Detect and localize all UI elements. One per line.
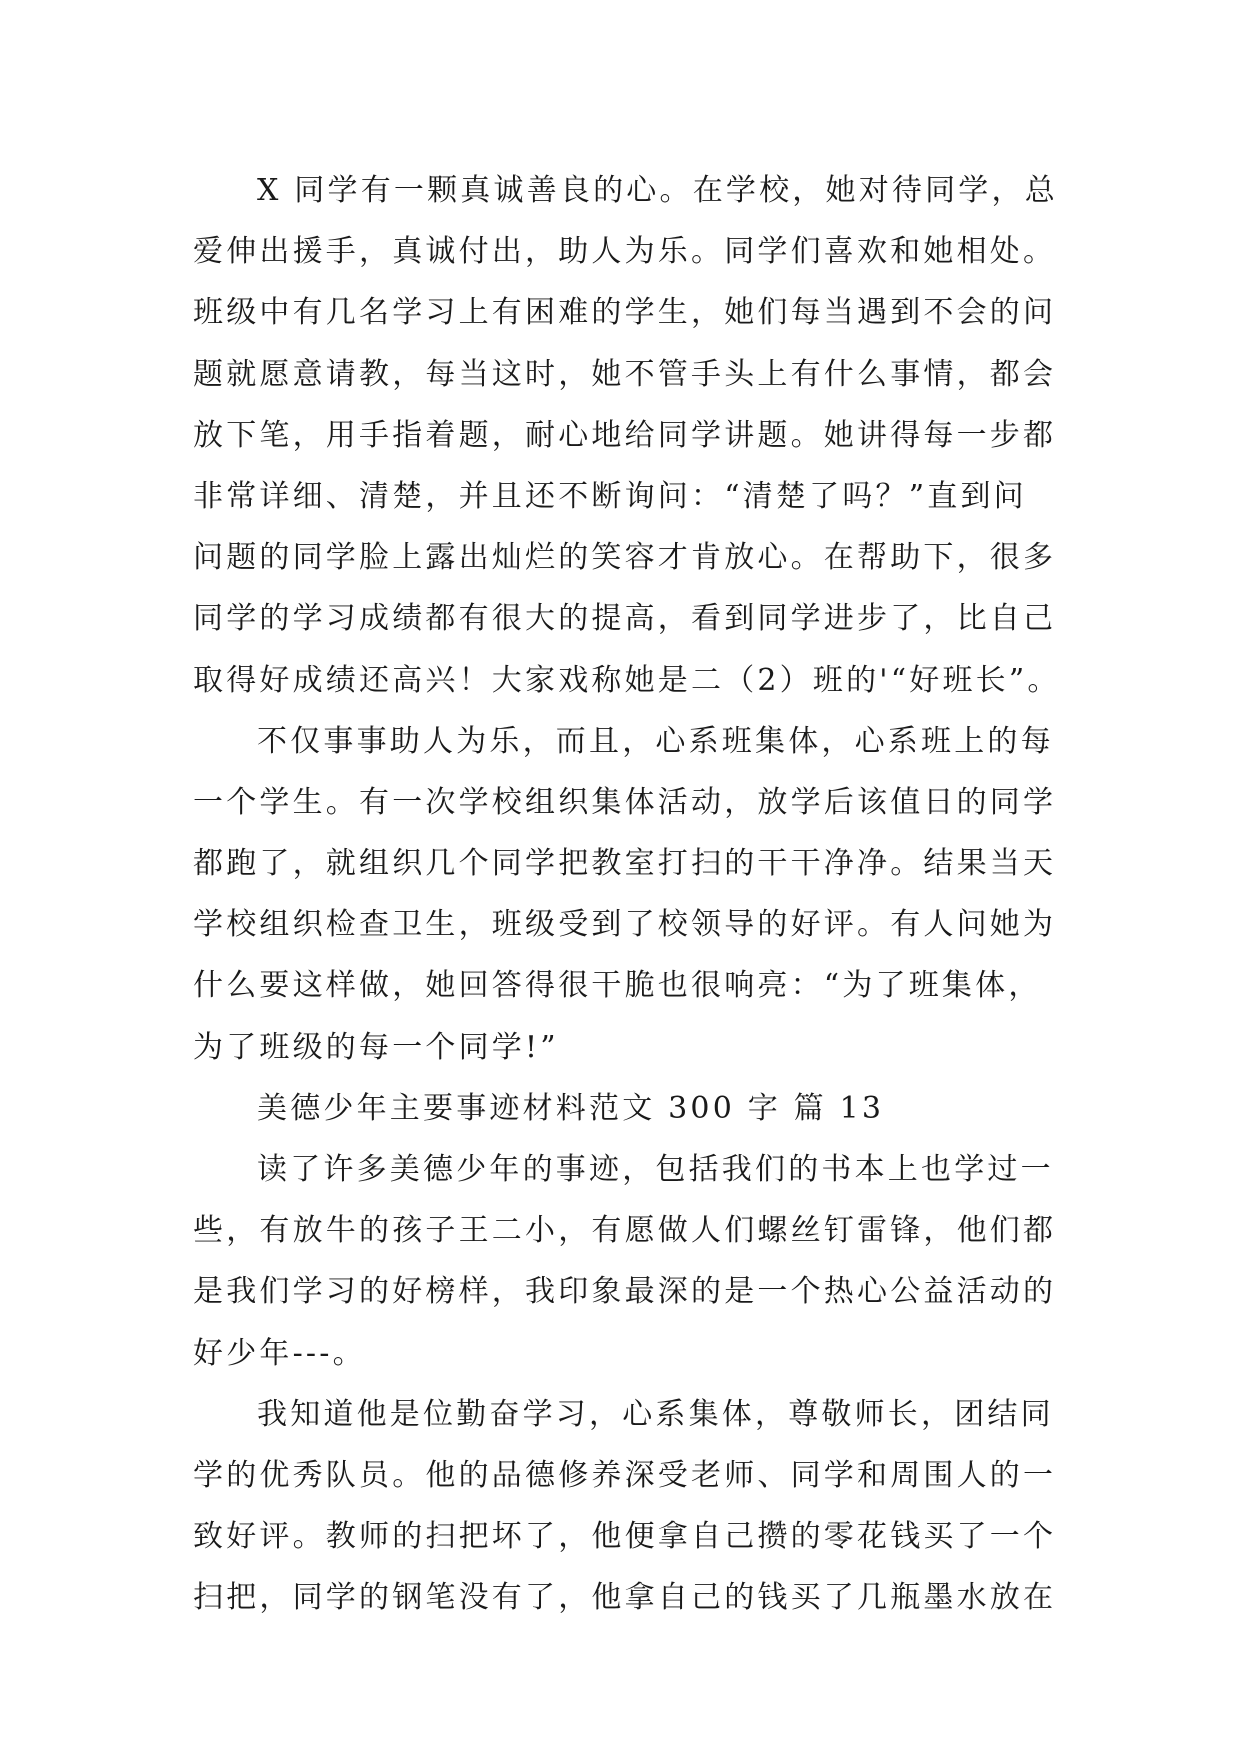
paragraph-line: 致好评。教师的扫把坏了，他便拿自己攒的零花钱买了一个 [193, 1519, 1057, 1555]
paragraph-line: 扫把，同学的钢笔没有了，他拿自己的钱买了几瓶墨水放在 [193, 1580, 1057, 1616]
paragraph-line: 班级中有几名学习上有困难的学生，她们每当遇到不会的问 [193, 295, 1057, 331]
paragraph-line: 不仅事事助人为乐，而且，心系班集体，心系班上的每 [257, 723, 1054, 759]
paragraph-line: 同学的学习成绩都有很大的提高，看到同学进步了，比自己 [193, 601, 1057, 637]
paragraph-line: 读了许多美德少年的事迹，包括我们的书本上也学过一 [257, 1152, 1054, 1187]
paragraph-line: 都跑了，就组织几个同学把教室打扫的干干净净。结果当天 [193, 846, 1057, 882]
paragraph-line: 问题的同学脸上露出灿烂的笑容才肯放心。在帮助下，很多 [193, 540, 1057, 576]
document-body [193, 160, 1093, 1629]
paragraph-line: 爱伸出援手，真诚付出，助人为乐。同学们喜欢和她相处。 [193, 234, 1057, 270]
paragraph-line: 学的优秀队员。他的品德修养深受老师、同学和周围人的一 [193, 1457, 1057, 1493]
paragraph-line: 取得好成绩还高兴！大家戏称她是二（2）班的'“好班长”。 [193, 662, 1061, 698]
paragraph-line: 学校组织检查卫生，班级受到了校领导的好评。有人问她为 [193, 907, 1057, 943]
paragraph-line: 一个学生。有一次学校组织集体活动，放学后该值日的同学 [193, 784, 1057, 820]
paragraph-line: 为了班级的每一个同学!” [193, 1029, 559, 1065]
paragraph-line: 什么要这样做，她回答得很干脆也很响亮：“为了班集体， [193, 968, 1042, 1004]
paragraph-line: X 同学有一颗真诚善良的心。在学校，她对待同学，总 [257, 173, 1058, 208]
paragraph-line: 好少年---。 [193, 1335, 366, 1371]
paragraph-line: 是我们学习的好榜样，我印象最深的是一个热心公益活动的 [193, 1274, 1057, 1310]
paragraph-line: 题就愿意请教，每当这时，她不管手头上有什么事情，都会 [193, 356, 1057, 392]
paragraph-line: 些，有放牛的孩子王二小，有愿做人们螺丝钉雷锋，他们都 [193, 1213, 1057, 1249]
paragraph-line: 放下笔，用手指着题，耐心地给同学讲题。她讲得每一步都 [193, 417, 1057, 453]
paragraph-line: 非常详细、清楚，并且还不断询问：“清楚了吗？”直到问 [193, 478, 1027, 514]
paragraph-line: 我知道他是位勤奋学习，心系集体，尊敬师长，团结同 [257, 1396, 1054, 1432]
section-heading: 美德少年主要事迹材料范文 300 字 篇 13 [257, 1090, 885, 1126]
